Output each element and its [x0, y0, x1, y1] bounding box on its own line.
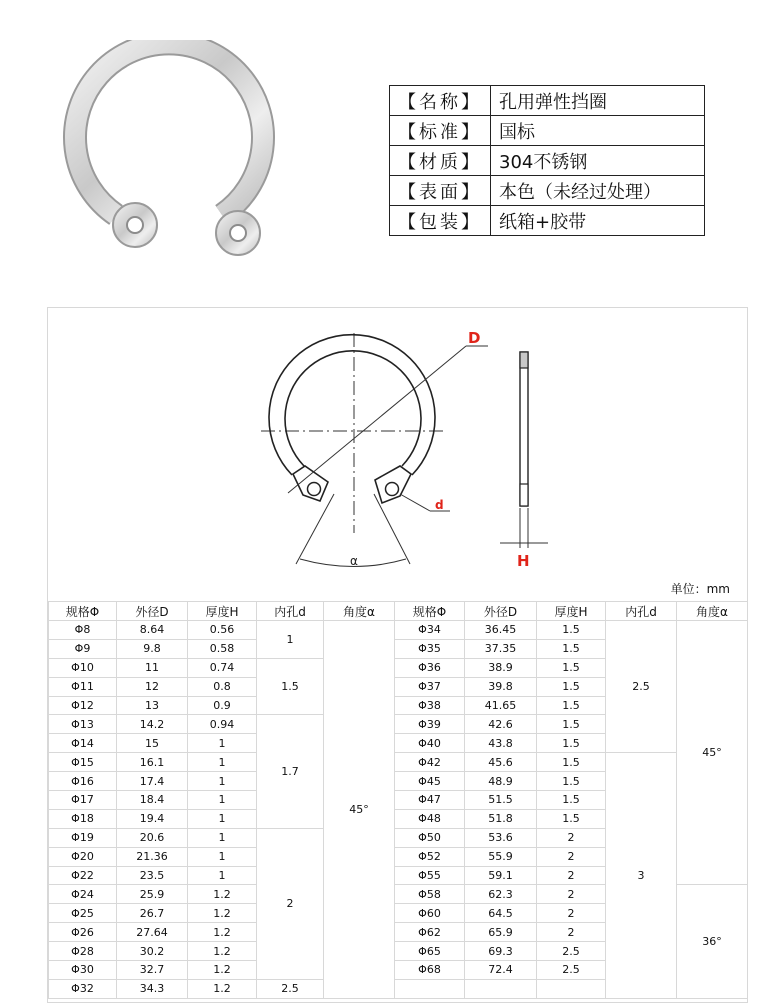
spec-size: Φ58	[395, 885, 465, 904]
thickness: 1.2	[188, 923, 257, 942]
thickness: 1	[188, 809, 257, 828]
outer-diameter: 38.9	[465, 658, 537, 677]
outer-diameter: 59.1	[465, 866, 537, 885]
outer-diameter: 39.8	[465, 677, 537, 696]
outer-diameter: 13	[117, 696, 188, 715]
outer-diameter: 17.4	[117, 772, 188, 791]
outer-diameter: 16.1	[117, 753, 188, 772]
outer-diameter: 19.4	[117, 809, 188, 828]
product-info-table	[389, 85, 705, 236]
thickness: 1	[188, 772, 257, 791]
info-value: 纸箱+胶带	[491, 206, 705, 236]
info-value: 本色（未经过处理）	[491, 176, 705, 206]
column-header: 角度α	[677, 602, 748, 621]
column-header: 规格Φ	[49, 602, 117, 621]
thickness: 1.2	[188, 885, 257, 904]
outer-diameter: 36.45	[465, 621, 537, 640]
label-d: d	[435, 498, 444, 512]
thickness: 2.5	[537, 942, 606, 961]
header-row	[49, 602, 748, 621]
column-header: 厚度H	[188, 602, 257, 621]
hole-diameter: 1.7	[257, 715, 324, 828]
spec-size: Φ17	[49, 791, 117, 810]
outer-diameter: 12	[117, 677, 188, 696]
thickness: 1	[188, 753, 257, 772]
outer-diameter: 23.5	[117, 866, 188, 885]
outer-diameter: 43.8	[465, 734, 537, 753]
spec-size: Φ42	[395, 753, 465, 772]
thickness: 1.5	[537, 715, 606, 734]
label-H: H	[517, 552, 530, 570]
outer-diameter: 20.6	[117, 828, 188, 847]
spec-size: Φ38	[395, 696, 465, 715]
hole-diameter: 1.5	[257, 658, 324, 715]
spec-size: Φ8	[49, 621, 117, 640]
spec-size: Φ32	[49, 979, 117, 998]
spec-size: Φ65	[395, 942, 465, 961]
spec-size: Φ35	[395, 639, 465, 658]
spec-size: Φ30	[49, 961, 117, 980]
label-D: D	[468, 329, 481, 347]
spec-size: Φ24	[49, 885, 117, 904]
thickness: 1.2	[188, 961, 257, 980]
spec-size: Φ45	[395, 772, 465, 791]
spec-size: Φ19	[49, 828, 117, 847]
spec-size: Φ50	[395, 828, 465, 847]
thickness: 2	[537, 866, 606, 885]
info-value: 孔用弹性挡圈	[491, 86, 705, 116]
thickness: 2	[537, 904, 606, 923]
outer-diameter: 62.3	[465, 885, 537, 904]
spec-panel	[47, 307, 748, 1003]
table-row	[49, 621, 748, 640]
hole-diameter: 2	[257, 828, 324, 979]
info-key: 【名称】	[390, 86, 491, 116]
column-header: 内孔d	[257, 602, 324, 621]
thickness: 0.8	[188, 677, 257, 696]
outer-diameter: 48.9	[465, 772, 537, 791]
info-key: 【标准】	[390, 116, 491, 146]
thickness: 1.2	[188, 942, 257, 961]
spec-size: Φ14	[49, 734, 117, 753]
hole-diameter: 2.5	[606, 621, 677, 753]
thickness: 2	[537, 828, 606, 847]
outer-diameter: 55.9	[465, 847, 537, 866]
thickness: 1.5	[537, 772, 606, 791]
spec-size: Φ52	[395, 847, 465, 866]
info-row	[390, 146, 705, 176]
outer-diameter: 34.3	[117, 979, 188, 998]
thickness: 1.5	[537, 753, 606, 772]
table-row	[49, 753, 748, 772]
outer-diameter: 65.9	[465, 923, 537, 942]
outer-diameter: 21.36	[117, 847, 188, 866]
outer-diameter	[465, 979, 537, 998]
spec-size: Φ62	[395, 923, 465, 942]
outer-diameter: 72.4	[465, 961, 537, 980]
info-row	[390, 206, 705, 236]
retaining-ring-photo	[60, 40, 320, 290]
spec-size: Φ37	[395, 677, 465, 696]
angle: 36°	[677, 885, 748, 998]
thickness: 1	[188, 828, 257, 847]
outer-diameter: 51.5	[465, 791, 537, 810]
spec-size: Φ25	[49, 904, 117, 923]
column-header: 内孔d	[606, 602, 677, 621]
outer-diameter: 53.6	[465, 828, 537, 847]
thickness: 2	[537, 923, 606, 942]
spec-size: Φ28	[49, 942, 117, 961]
thickness: 0.9	[188, 696, 257, 715]
angle: 45°	[324, 621, 395, 999]
column-header: 外径D	[117, 602, 188, 621]
spec-size: Φ40	[395, 734, 465, 753]
thickness: 1	[188, 866, 257, 885]
outer-diameter: 26.7	[117, 904, 188, 923]
hole-diameter: 2.5	[257, 979, 324, 998]
outer-diameter: 45.6	[465, 753, 537, 772]
info-row	[390, 116, 705, 146]
angle: 45°	[677, 621, 748, 885]
info-value: 国标	[491, 116, 705, 146]
outer-diameter: 69.3	[465, 942, 537, 961]
thickness: 1.5	[537, 658, 606, 677]
thickness: 2.5	[537, 961, 606, 980]
outer-diameter: 15	[117, 734, 188, 753]
thickness: 1.2	[188, 979, 257, 998]
thickness: 1	[188, 847, 257, 866]
spec-size: Φ48	[395, 809, 465, 828]
column-header: 角度α	[324, 602, 395, 621]
outer-diameter: 51.8	[465, 809, 537, 828]
hole-diameter: 3	[606, 753, 677, 999]
spec-size: Φ11	[49, 677, 117, 696]
spec-size: Φ16	[49, 772, 117, 791]
spec-size: Φ34	[395, 621, 465, 640]
column-header: 厚度H	[537, 602, 606, 621]
thickness: 0.56	[188, 621, 257, 640]
spec-size: Φ9	[49, 639, 117, 658]
outer-diameter: 27.64	[117, 923, 188, 942]
thickness: 1.2	[188, 904, 257, 923]
info-key: 【表面】	[390, 176, 491, 206]
spec-size: Φ12	[49, 696, 117, 715]
thickness: 1.5	[537, 696, 606, 715]
info-row	[390, 86, 705, 116]
spec-size: Φ39	[395, 715, 465, 734]
outer-diameter: 18.4	[117, 791, 188, 810]
outer-diameter: 14.2	[117, 715, 188, 734]
spec-table	[48, 601, 748, 999]
spec-size: Φ22	[49, 866, 117, 885]
spec-size	[395, 979, 465, 998]
thickness: 0.74	[188, 658, 257, 677]
unit-note: 单位：mm	[670, 582, 730, 596]
spec-size: Φ36	[395, 658, 465, 677]
spec-size: Φ18	[49, 809, 117, 828]
thickness: 0.94	[188, 715, 257, 734]
thickness: 1.5	[537, 621, 606, 640]
spec-size: Φ15	[49, 753, 117, 772]
thickness: 1.5	[537, 639, 606, 658]
outer-diameter: 11	[117, 658, 188, 677]
spec-size: Φ20	[49, 847, 117, 866]
info-key: 【包装】	[390, 206, 491, 236]
outer-diameter: 30.2	[117, 942, 188, 961]
outer-diameter: 9.8	[117, 639, 188, 658]
hole-diameter: 1	[257, 621, 324, 659]
spec-size: Φ13	[49, 715, 117, 734]
thickness: 1.5	[537, 809, 606, 828]
spec-size: Φ55	[395, 866, 465, 885]
spec-size: Φ10	[49, 658, 117, 677]
thickness: 1	[188, 791, 257, 810]
info-value: 304不锈钢	[491, 146, 705, 176]
spec-size: Φ60	[395, 904, 465, 923]
technical-diagram	[48, 308, 747, 578]
outer-diameter: 25.9	[117, 885, 188, 904]
thickness: 1.5	[537, 791, 606, 810]
outer-diameter: 41.65	[465, 696, 537, 715]
info-key: 【材质】	[390, 146, 491, 176]
outer-diameter: 37.35	[465, 639, 537, 658]
label-alpha: α	[350, 554, 358, 568]
outer-diameter: 32.7	[117, 961, 188, 980]
thickness: 1.5	[537, 677, 606, 696]
column-header: 外径D	[465, 602, 537, 621]
thickness: 1	[188, 734, 257, 753]
thickness: 0.58	[188, 639, 257, 658]
outer-diameter: 8.64	[117, 621, 188, 640]
outer-diameter: 42.6	[465, 715, 537, 734]
info-row	[390, 176, 705, 206]
spec-size: Φ26	[49, 923, 117, 942]
spec-size: Φ68	[395, 961, 465, 980]
spec-size: Φ47	[395, 791, 465, 810]
thickness	[537, 979, 606, 998]
thickness: 2	[537, 885, 606, 904]
thickness: 2	[537, 847, 606, 866]
thickness: 1.5	[537, 734, 606, 753]
outer-diameter: 64.5	[465, 904, 537, 923]
column-header: 规格Φ	[395, 602, 465, 621]
